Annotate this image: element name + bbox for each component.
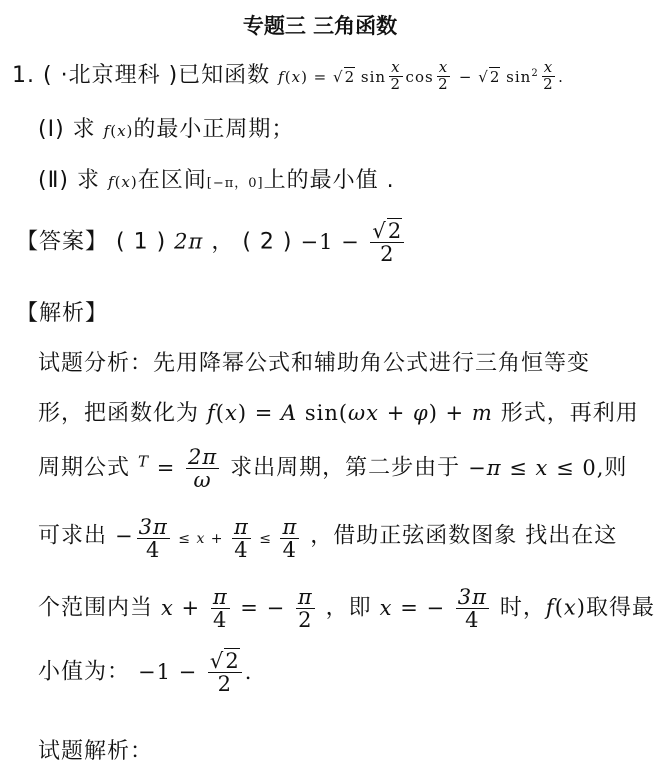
analysis-text: 周期公式 xyxy=(38,455,131,481)
equation-formula: x + $\frac{\pi}{4}$ = − $\frac{\pi}{2}$ xyxy=(161,585,313,633)
analysis-text: 则 xyxy=(604,455,628,481)
analysis-text: 形，把函数化为 xyxy=(38,401,200,426)
part-two-end: 上的最小值 . xyxy=(263,168,395,193)
function-formula: f(x) = √2 sin $\frac{x}{2}$ cos $\frac{x}{2}$ − √2 $\sin^2$ $\frac{x}{2}$ . xyxy=(278,57,564,93)
analysis-text: ，借助正弦函数图象 找出在这 xyxy=(310,523,618,549)
part-two-mid: 在区间 xyxy=(137,168,207,193)
analysis-label: 【解析】 xyxy=(16,301,109,326)
question-line xyxy=(12,58,564,92)
analysis-line-3 xyxy=(38,446,627,491)
fx-symbol: f xyxy=(103,122,111,140)
analysis-line-4 xyxy=(38,516,617,561)
min-value-formula: −1 − $\frac{√2}{2}$ . xyxy=(138,649,253,697)
answer-line xyxy=(16,220,407,265)
analysis-text: ，即 xyxy=(325,595,372,621)
part-one-label: (Ⅰ) 求 xyxy=(38,117,96,142)
page-title: 专题三 三角函数 xyxy=(242,14,398,38)
interval: [−π，0] xyxy=(206,176,264,191)
answer-value-one: 2π xyxy=(174,229,204,254)
answer-value-two: −1 − $\frac{√2}{2}$ xyxy=(300,219,403,267)
question-source: ( ·北京理科 ) xyxy=(43,63,179,88)
analysis-text: 求出周期，第二步由于 xyxy=(230,455,461,481)
analysis-line-1: 试题分析：先用降幂公式和辅助角公式进行三角恒等变 xyxy=(38,351,591,376)
analysis-text: 形式，再利用 xyxy=(500,401,639,426)
question-number: 1. xyxy=(12,63,35,88)
answer-separator: ， xyxy=(211,229,235,255)
analysis-text: 时， xyxy=(499,595,546,621)
analysis-text: 可求出 xyxy=(38,523,108,549)
analysis-line-5: 个范围内当 x + $\frac{\pi}{4}$ = − $\frac{\pi}{2}$ ，即 x = − $\frac{3\pi}{4}$ 时，f(x)取得最 xyxy=(38,585,655,633)
inequality-formula: − $\frac{3\pi}{4}$ ≤ x + $\frac{\pi}{4}$ ≤ $\frac{\pi}{4}$ xyxy=(115,515,298,563)
analysis-text: 个范围内当 xyxy=(38,595,154,621)
analysis-line-2 xyxy=(38,396,639,427)
part-one-text: 的最小正周期； xyxy=(133,117,295,142)
answer-label: 【答案】 xyxy=(16,229,109,255)
analysis-text: 取得最 xyxy=(585,595,655,621)
answer-part-two: ( 2 ) xyxy=(242,229,293,255)
analysis-line-6 xyxy=(38,650,252,695)
question-lead: 已知函数 xyxy=(178,63,271,88)
general-form-formula: f(x) = A sin(ωx + φ) + m xyxy=(207,401,493,425)
part-two: (Ⅱ) 求 f(x)在区间[−π，0]上的最小值 . xyxy=(38,168,395,193)
solution-x-formula: x = − $\frac{3\pi}{4}$ xyxy=(379,585,487,633)
part-two-label: (Ⅱ) 求 xyxy=(38,168,100,193)
range-formula: −π ≤ x ≤ 0, xyxy=(468,455,605,480)
solution-label: 试题解析： xyxy=(38,739,154,764)
part-one: (Ⅰ) 求 f(x)的最小正周期； xyxy=(38,117,295,142)
period-formula: $^T$ = $\frac{2\pi}{\omega}$ xyxy=(138,445,218,493)
answer-part-one: ( 1 ) xyxy=(116,229,167,255)
analysis-text: 小值为： xyxy=(38,659,131,685)
